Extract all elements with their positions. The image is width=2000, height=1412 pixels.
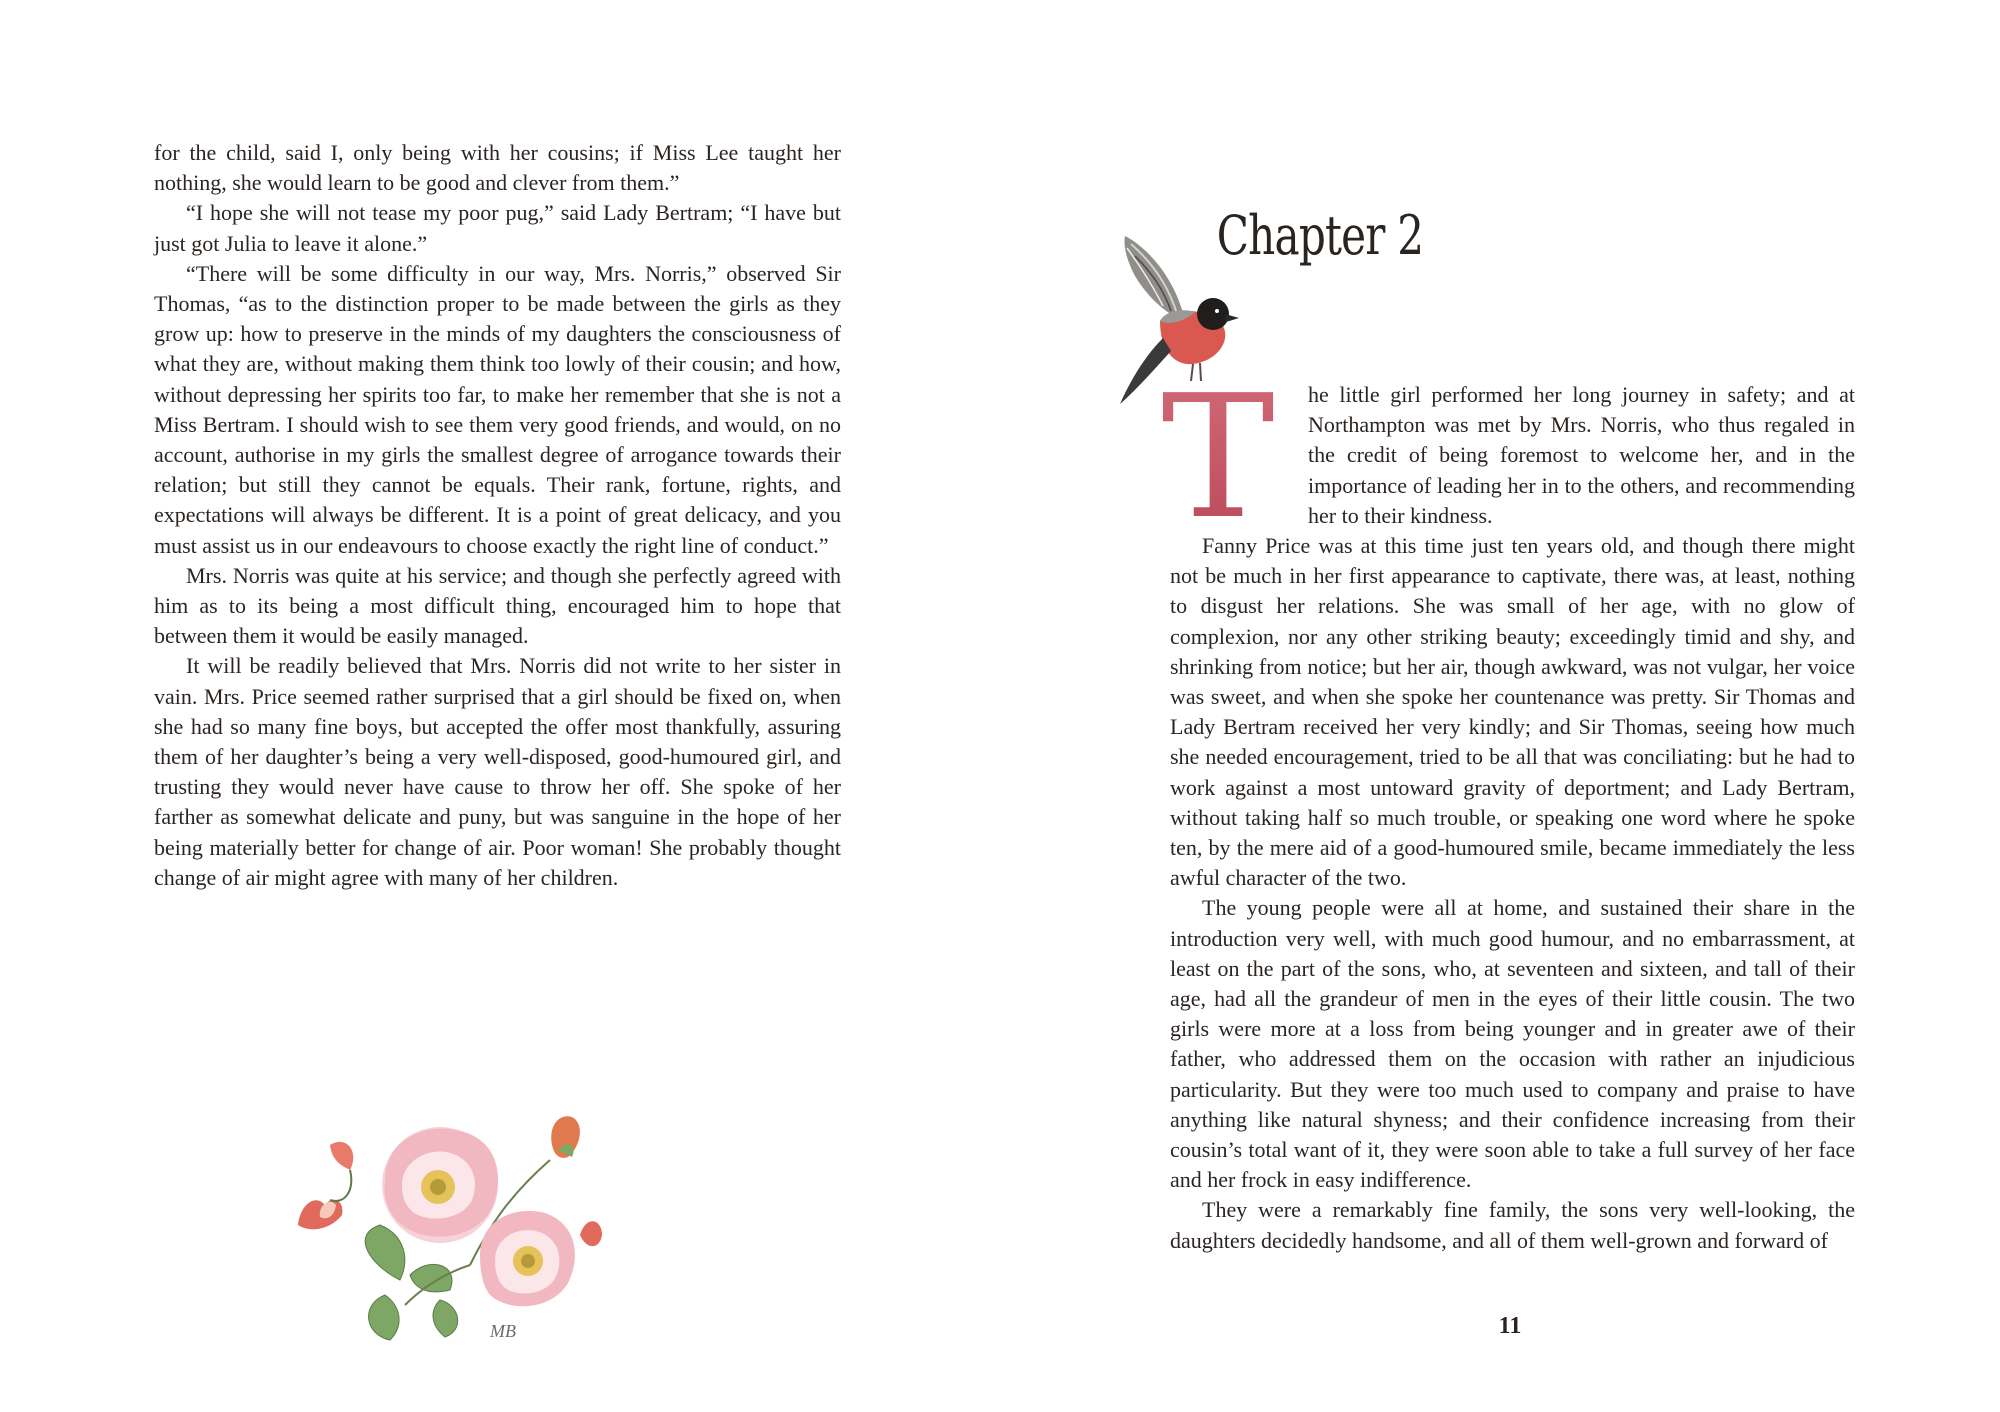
illustrator-signature: MB — [490, 1321, 516, 1341]
paragraph: for the child, said I, only being with her cousins; if Miss Lee taught her nothing, she would learn to be good and clever from them.” — [154, 140, 841, 196]
intro-paragraph: he little girl performed her long journey in safety; and at Northampton was met by Mrs. Norris, who thus regaled in the credit of being foremost to welcome her, and in the importance of leading her in to the others, and recommending her to their kindness. — [1308, 382, 1855, 528]
left-page-text — [154, 138, 841, 893]
paragraph: Fanny Price was at this time just ten years old, and though there might not be much in her first appearance to captivate, there was, at least, nothing to disgust her relations. She was small of her age, with no glow of complexion, nor any other striking beauty; exceedingly timid and shy, and shrinking from notice; but her air, though awkward, was not vulgar, her voice was sweet, and when she spoke her countenance was pretty. Sir Thomas and Lady Bertram received her very kindly; and Sir Thomas, seeing how much she needed encouragement, tried to be all that was conciliating: but he had to work against a most untoward gravity of deportment; and Lady Bertram, without taking half so much trouble, or speaking one word where he spoke ten, by the mere aid of a good-humoured smile, became immediately the less awful character of the two. — [1170, 533, 1855, 891]
paragraph: Mrs. Norris was quite at his service; and though she perfectly agreed with him as to its being a most difficult thing, encouraged him to hope that between them it would be easily managed. — [154, 562, 841, 649]
chapter-title: Chapter 2 — [1216, 204, 1424, 268]
paragraph: “I hope she will not tease my poor pug,” said Lady Bertram; “I have but just got Julia to leave it alone.” — [154, 200, 841, 256]
paragraph: “There will be some difficulty in our way, Mrs. Norris,” observed Sir Thomas, “as to the distinction proper to be made between the girls as they grow up: how to preserve in the minds of my daughters the consciousness of what they are, without making them think too lowly of their cousin; and how, without depressing her spirits too far, to make her remember that she is not a Miss Bertram. I should wish to see them very good friends, and would, on no account, authorise in my girls the smallest degree of arrogance towards their relation; but still they cannot be equals. Their rank, fortune, rights, and expectations will always be different. It is a point of great delicacy, and you must assist us in our endeavours to choose exactly the right line of conduct.” — [154, 260, 841, 558]
chapter-intro — [1308, 380, 1855, 531]
page-number: 11 — [1498, 1313, 1522, 1339]
paragraph: They were a remarkably fine family, the sons very well-looking, the daughters decidedly handsome, and all of them well-grown and forward of — [1170, 1197, 1855, 1253]
wild-rose-illustration — [290, 1105, 620, 1345]
svg-text:T: T — [1161, 359, 1275, 557]
right-page-text — [1170, 531, 1855, 1256]
paragraph: It will be readily believed that Mrs. Norris did not write to her sister in vain. Mrs. Price seemed rather surprised that a girl should be fixed on, when she had so many fine boys, but accepted the offer most thankfully, assuring them of her daughter’s being a very well-disposed, good-humoured girl, and trusting they would never have cause to throw her off. She spoke of her farther as somewhat delicate and puny, but was sanguine in the hope of her being materially better for change of air. Poor woman! She probably thought change of air might agree with many of her children. — [154, 653, 841, 890]
paragraph: The young people were all at home, and sustained their share in the introduction very well, with much good humour, and no embarrassment, at least on the part of the sons, who, at seventeen and sixteen, and tall of their age, had all the grandeur of men in the eyes of their little cousin. The two girls were more at a loss from being younger and in greater awe of their father, who addressed them on the occasion with rather an injudicious particularity. But they were too much used to company and praise to have anything like natural shyness; and their confidence increasing from their cousin’s total want of it, they were soon able to take a full survey of her face and her frock in easy indifference. — [1170, 895, 1855, 1193]
drop-cap-letter — [1161, 359, 1275, 557]
